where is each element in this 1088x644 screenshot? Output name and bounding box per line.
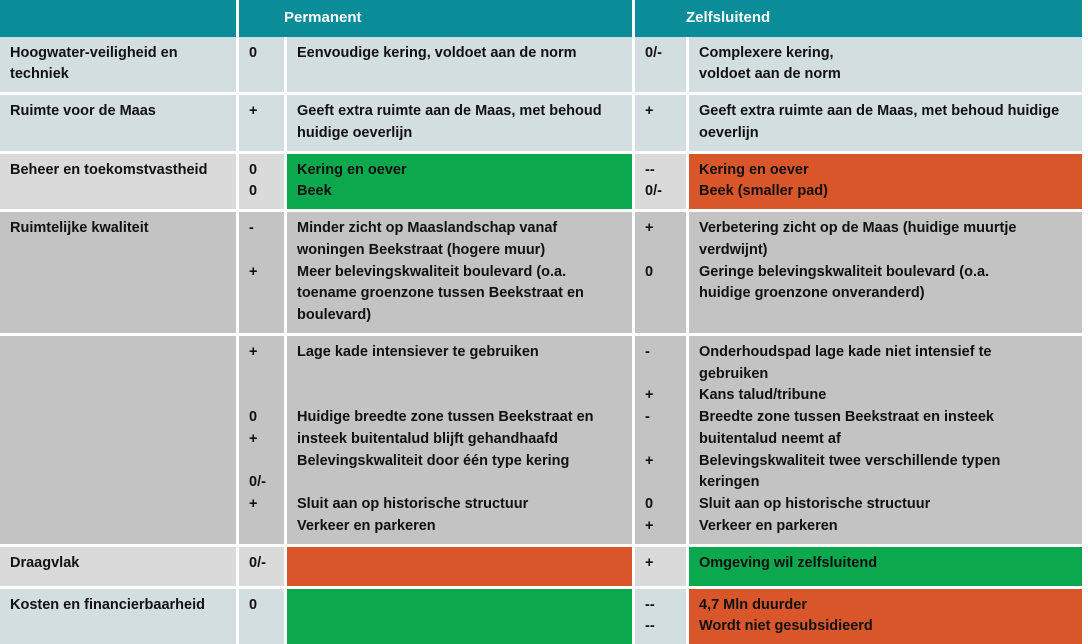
text-line: Kans talud/tribune <box>699 385 1074 407</box>
score-value: + <box>249 429 276 451</box>
zelfsluitend-score-cell <box>632 154 686 210</box>
zelfsluitend-score-cell <box>632 212 686 333</box>
text-line: Belevingskwaliteit door één type kering <box>297 451 624 473</box>
table-body <box>0 37 1088 644</box>
permanent-text-cell <box>284 336 632 544</box>
permanent-text-cell <box>284 95 632 151</box>
permanent-score-cell <box>236 37 284 93</box>
text-line: Geeft extra ruimte aan de Maas, met behoud huidige oeverlijn <box>297 101 624 145</box>
text-line: 4,7 Mln duurder <box>699 595 1074 617</box>
permanent-score-cell <box>236 95 284 151</box>
score-value: + <box>645 553 678 575</box>
score-value: 0 <box>249 160 276 182</box>
text-line: Belevingskwaliteit twee verschillende typen <box>699 451 1074 473</box>
score-value: + <box>249 262 276 284</box>
text-line: Sluit aan op historische structuur <box>297 494 624 516</box>
score-value: 0 <box>249 407 276 429</box>
score-value: 0/- <box>645 43 678 65</box>
permanent-score-cell <box>236 547 284 586</box>
text-line: woningen Beekstraat (hogere muur) <box>297 240 624 262</box>
permanent-text-cell <box>284 37 632 93</box>
text-line: boulevard) <box>297 305 624 327</box>
text-line: Beek <box>297 181 624 203</box>
zelfsluitend-text-cell <box>686 95 1082 151</box>
header-zelfsluitend-label: Zelfsluitend <box>686 0 1082 37</box>
header-criterion-cell <box>0 0 236 37</box>
score-value: 0 <box>249 595 276 617</box>
table-row <box>0 544 1088 586</box>
text-line: Geeft extra ruimte aan de Maas, met behoud huidige oeverlijn <box>699 101 1074 145</box>
text-line: Sluit aan op historische structuur <box>699 494 1074 516</box>
score-value: + <box>645 218 678 240</box>
permanent-text-cell <box>284 589 632 644</box>
row-criterion-label: Kosten en financierbaarheid <box>0 589 236 644</box>
text-line: verdwijnt) <box>699 240 1074 262</box>
zelfsluitend-score-cell <box>632 95 686 151</box>
table-row <box>0 92 1088 151</box>
text-line: voldoet aan de norm <box>699 64 1074 86</box>
score-value: 0 <box>645 494 678 516</box>
zelfsluitend-score-cell <box>632 547 686 586</box>
table-row <box>0 151 1088 210</box>
header-permanent-score-cell <box>236 0 284 37</box>
zelfsluitend-text-cell <box>686 212 1082 333</box>
score-value: + <box>249 494 276 516</box>
row-criterion-label: Ruimtelijke kwaliteit <box>0 212 236 333</box>
text-line: Minder zicht op Maaslandschap vanaf <box>297 218 624 240</box>
score-value: + <box>249 342 276 364</box>
text-line: Wordt niet gesubsidieerd <box>699 616 1074 638</box>
text-line: Meer belevingskwaliteit boulevard (o.a. <box>297 262 624 284</box>
table-row <box>0 586 1088 644</box>
permanent-score-cell <box>236 336 284 544</box>
header-zelfsluitend-score-cell <box>632 0 686 37</box>
row-criterion-label: Beheer en toekomstvastheid <box>0 154 236 210</box>
row-criterion-label: Hoogwater-veiligheid en techniek <box>0 37 236 93</box>
score-value: -- <box>645 595 678 617</box>
score-value: 0/- <box>249 553 276 575</box>
zelfsluitend-text-cell <box>686 547 1082 586</box>
text-line: toename groenzone tussen Beekstraat en <box>297 283 624 305</box>
score-value: + <box>249 101 276 123</box>
zelfsluitend-text-cell <box>686 154 1082 210</box>
table-row <box>0 37 1088 93</box>
permanent-text-cell <box>284 154 632 210</box>
score-value: + <box>645 101 678 123</box>
zelfsluitend-text-cell <box>686 336 1082 544</box>
zelfsluitend-text-cell <box>686 589 1082 644</box>
text-line: Kering en oever <box>699 160 1074 182</box>
score-value: 0 <box>645 262 678 284</box>
text-line: huidige groenzone onveranderd) <box>699 283 1074 305</box>
score-value: + <box>645 516 678 538</box>
table-header-row <box>0 0 1088 37</box>
text-line: Eenvoudige kering, voldoet aan de norm <box>297 43 624 65</box>
score-value: 0/- <box>645 181 678 203</box>
row-criterion-label: Draagvlak <box>0 547 236 586</box>
row-criterion-label <box>0 336 236 544</box>
permanent-score-cell <box>236 154 284 210</box>
text-line: Geringe belevingskwaliteit boulevard (o.a. <box>699 262 1074 284</box>
score-value: 0 <box>249 43 276 65</box>
text-line: gebruiken <box>699 364 1074 386</box>
text-line: Omgeving wil zelfsluitend <box>699 553 1074 575</box>
score-value: - <box>249 218 276 240</box>
score-value: - <box>645 407 678 429</box>
permanent-text-cell <box>284 212 632 333</box>
score-value: + <box>645 385 678 407</box>
row-criterion-label: Ruimte voor de Maas <box>0 95 236 151</box>
score-value: -- <box>645 160 678 182</box>
permanent-score-cell <box>236 212 284 333</box>
text-line: Breedte zone tussen Beekstraat en insteek <box>699 407 1074 429</box>
text-line: keringen <box>699 472 1074 494</box>
text-line: Lage kade intensiever te gebruiken <box>297 342 624 364</box>
table-row <box>0 333 1088 544</box>
header-permanent-label: Permanent <box>284 0 632 37</box>
permanent-score-cell <box>236 589 284 644</box>
text-line: buitentalud neemt af <box>699 429 1074 451</box>
text-line: Huidige breedte zone tussen Beekstraat en <box>297 407 624 429</box>
text-line: Verkeer en parkeren <box>699 516 1074 538</box>
permanent-text-cell <box>284 547 632 586</box>
text-line: Beek (smaller pad) <box>699 181 1074 203</box>
text-line: Onderhoudspad lage kade niet intensief te <box>699 342 1074 364</box>
zelfsluitend-text-cell <box>686 37 1082 93</box>
zelfsluitend-score-cell <box>632 37 686 93</box>
text-line: Verkeer en parkeren <box>297 516 624 538</box>
text-line: insteek buitentalud blijft gehandhaafd <box>297 429 624 451</box>
score-value: 0/- <box>249 472 276 494</box>
text-line: Kering en oever <box>297 160 624 182</box>
text-line: Complexere kering, <box>699 43 1074 65</box>
score-value: 0 <box>249 181 276 203</box>
score-value: + <box>645 451 678 473</box>
score-value: - <box>645 342 678 364</box>
text-line: Verbetering zicht op de Maas (huidige muurtje <box>699 218 1074 240</box>
score-value: -- <box>645 616 678 638</box>
zelfsluitend-score-cell <box>632 589 686 644</box>
zelfsluitend-score-cell <box>632 336 686 544</box>
table-row <box>0 209 1088 333</box>
